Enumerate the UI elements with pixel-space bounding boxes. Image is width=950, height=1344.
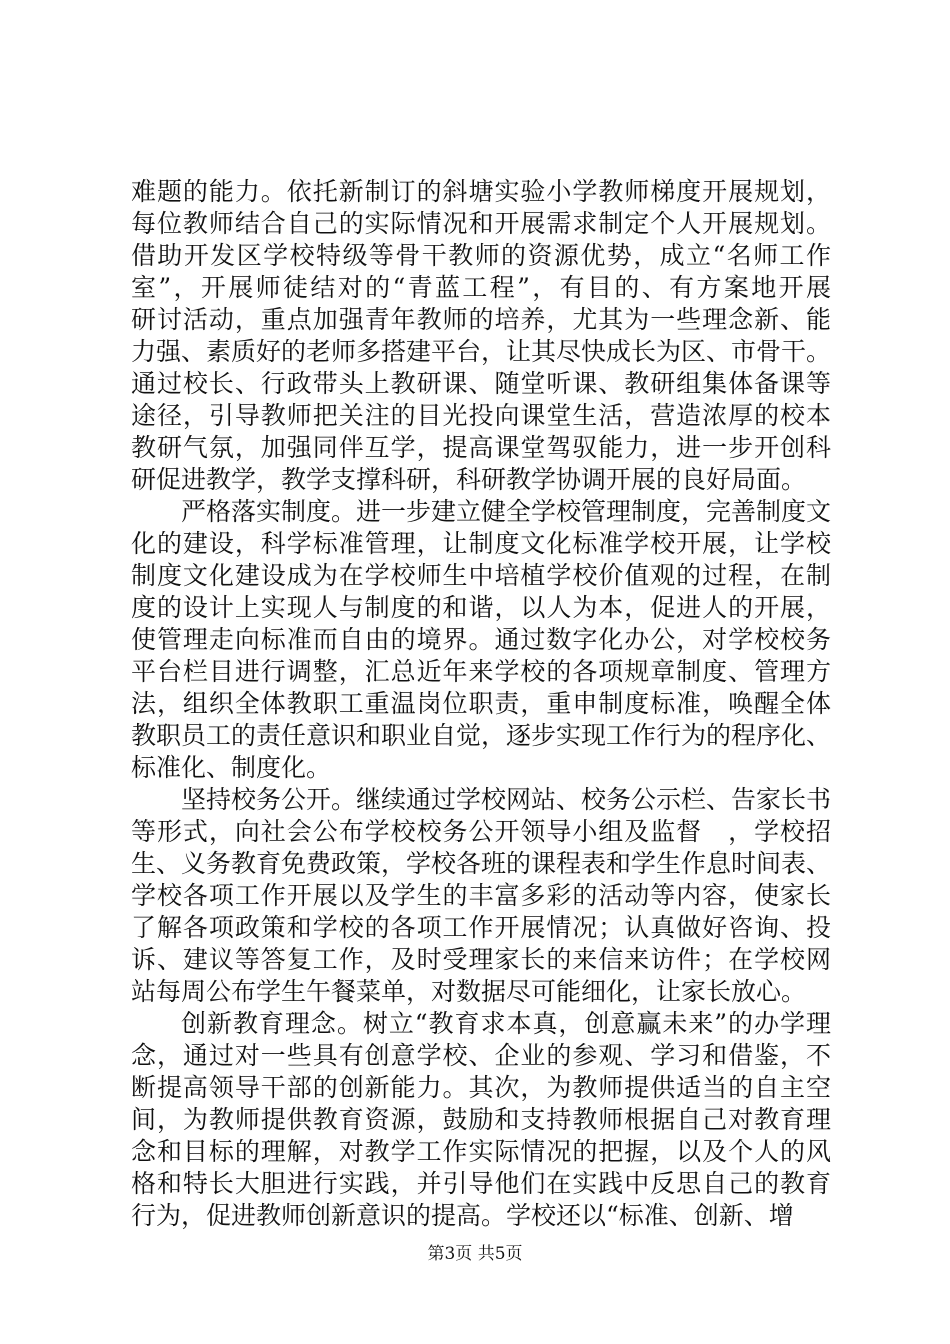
text-line: 每位教师结合自己的实际情况和开展需求制定个人开展规划。 [131,209,831,238]
text-line: 制度文化建设成为在学校师生中培植学校价值观的过程，在制 [131,561,831,590]
text-line: 使管理走向标准而自由的境界。通过数字化办公，对学校校务 [131,625,831,654]
text-line: 标准化、制度化。 [131,753,332,782]
text-line: 行为，促进教师创新意识的提高。学校还以“标准、创新、增 [131,1201,794,1230]
text-line: 教职员工的责任意识和职业自觉，逐步实现工作行为的程序化、 [131,721,831,750]
body-text [131,176,831,1232]
text-line: 借助开发区学校特级等骨干教师的资源优势，成立“名师工作 [131,241,831,270]
text-line: 了解各项政策和学校的各项工作开展情况；认真做好咨询、投 [131,913,831,942]
paragraph [131,1008,831,1232]
text-line: 生、义务教育免费政策，学校各班的课程表和学生作息时间表、 [131,849,831,878]
text-line: 途径，引导教师把关注的目光投向课堂生活，营造浓厚的校本 [131,401,831,430]
text-line: 间，为教师提供教育资源，鼓励和支持教师根据自己对教育理 [131,1105,831,1134]
text-line: 研讨活动，重点加强青年教师的培养，尤其为一些理念新、能 [131,305,831,334]
text-line: 学校各项工作开展以及学生的丰富多彩的活动等内容，使家长 [131,881,831,910]
paragraph [131,496,831,784]
text-line: 度的设计上实现人与制度的和谐，以人为本，促进人的开展， [131,593,831,622]
text-line: 难题的能力。依托新制订的斜塘实验小学教师梯度开展规划， [131,177,831,206]
text-line: 断提高领导干部的创新能力。其次，为教师提供适当的自主空 [131,1073,831,1102]
text-line: 站每周公布学生午餐菜单，对数据尽可能细化，让家长放心。 [131,977,807,1006]
text-line: 格和特长大胆进行实践，并引导他们在实践中反思自己的教育 [131,1169,831,1198]
text-line: 诉、建议等答复工作，及时受理家长的来信来访件；在学校网 [131,945,831,974]
text-line: 力强、素质好的老师多搭建平台，让其尽快成长为区、市骨干。 [131,337,831,366]
text-line: 化的建设，科学标准管理，让制度文化标准学校开展，让学校 [131,529,831,558]
text-line: 坚持校务公开。继续通过学校网站、校务公示栏、告家长书 [181,785,831,814]
text-line: 创新教育理念。树立“教育求本真，创意赢未来”的办学理 [181,1009,831,1038]
text-line: 教研气氛，加强同伴互学，提高课堂驾驭能力，进一步开创科 [131,433,831,462]
text-line: 研促进教学，教学支撑科研，科研教学协调开展的良好局面。 [131,465,807,494]
text-line: 等形式，向社会公布学校校务公开领导小组及监督 ，学校招 [131,817,831,846]
text-line: 法，组织全体教职工重温岗位职责，重申制度标准，唤醒全体 [131,689,831,718]
text-line: 念，通过对一些具有创意学校、企业的参观、学习和借鉴，不 [131,1041,831,1070]
text-line: 严格落实制度。进一步建立健全学校管理制度，完善制度文 [181,497,831,526]
paragraph [131,176,831,496]
text-line: 平台栏目进行调整，汇总近年来学校的各项规章制度、管理方 [131,657,831,686]
text-line: 室”，开展师徒结对的“青蓝工程”，有目的、有方案地开展 [131,273,831,302]
paragraph [131,784,831,1008]
text-line: 念和目标的理解，对教学工作实际情况的把握，以及个人的风 [131,1137,831,1166]
page-footer: 第3页 共5页 [427,1244,523,1264]
text-line: 通过校长、行政带头上教研课、随堂听课、教研组集体备课等 [131,369,831,398]
